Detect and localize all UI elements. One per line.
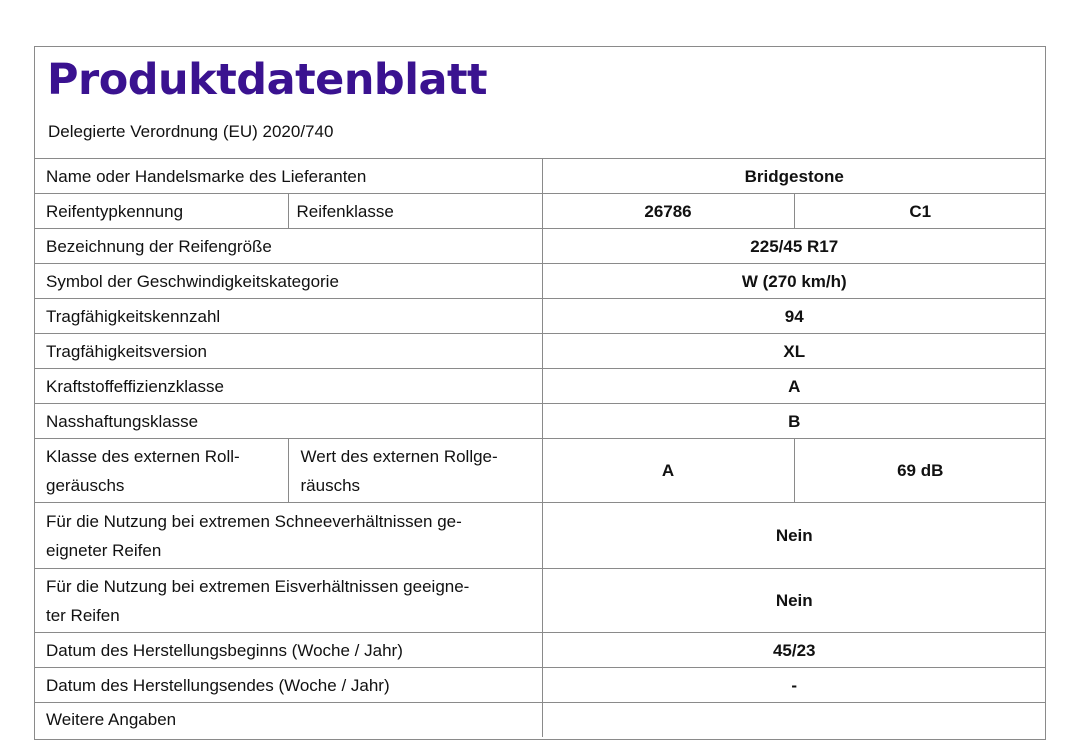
speed-value: W (270 km/h) [542,264,1046,299]
tyre-class-value: C1 [794,194,1046,229]
regulation-subtitle: Delegierte Verordnung (EU) 2020/740 [48,122,334,141]
size-label: Bezeichnung der Reifengröße [34,229,542,264]
load-version-label: Tragfähigkeitsversion [34,334,542,369]
production-end-value: - [542,668,1046,703]
table-row [34,404,1046,439]
ice-label-line2: ter Reifen [46,605,120,625]
tyre-class-label: Reifenklasse [288,194,542,229]
noise-class-label-line2: geräuschs [46,475,125,495]
production-start-label: Datum des Herstellungsbeginns (Woche / Jahr) [34,633,542,668]
table-row [34,334,1046,369]
table-row [34,264,1046,299]
snow-label-line1: Für die Nutzung bei extremen Schneeverhältnissen ge- [46,511,462,531]
size-value: 225/45 R17 [542,229,1046,264]
table-row [34,503,1046,569]
tyre-type-label: Reifentypkennung [34,194,288,229]
table-row [34,668,1046,703]
wet-grip-label: Nasshaftungsklasse [34,404,542,439]
supplier-value: Bridgestone [542,159,1046,194]
noise-value-label-line1: Wert des externen Rollge- [300,446,498,466]
wet-grip-value: B [542,404,1046,439]
noise-class-label-line1: Klasse des externen Roll- [46,446,240,466]
load-index-label: Tragfähigkeitskennzahl [34,299,542,334]
tyre-type-value: 26786 [542,194,794,229]
further-info-label: Weitere Angaben [34,703,542,737]
ice-value: Nein [542,569,1046,633]
production-end-label: Datum des Herstellungsendes (Woche / Jahr) [34,668,542,703]
noise-class-value: A [542,439,794,503]
table-row [34,299,1046,334]
noise-value-label [288,439,542,503]
table-row [34,569,1046,633]
fuel-class-label: Kraftstoffeffizienzklasse [34,369,542,404]
table-row [34,633,1046,668]
snow-label-line2: eigneter Reifen [46,540,162,560]
product-datasheet [34,46,1046,740]
load-version-value: XL [542,334,1046,369]
table-row [34,159,1046,194]
ice-label [34,569,542,633]
datasheet-table [34,158,1046,737]
noise-class-label [34,439,288,503]
table-row [34,439,1046,503]
page-title: Produktdatenblatt [47,55,488,105]
load-index-value: 94 [542,299,1046,334]
noise-value-label-line2: räuschs [300,475,361,495]
table-row [34,229,1046,264]
fuel-class-value: A [542,369,1046,404]
speed-label: Symbol der Geschwindigkeitskategorie [34,264,542,299]
table-row [34,369,1046,404]
supplier-label: Name oder Handelsmarke des Lieferanten [34,159,542,194]
further-info-value [542,703,1046,737]
ice-label-line1: Für die Nutzung bei extremen Eisverhältnissen geeigne- [46,576,470,596]
noise-db-value: 69 dB [794,439,1046,503]
production-start-value: 45/23 [542,633,1046,668]
snow-value: Nein [542,503,1046,569]
snow-label [34,503,542,569]
table-row [34,194,1046,229]
table-row [34,703,1046,737]
